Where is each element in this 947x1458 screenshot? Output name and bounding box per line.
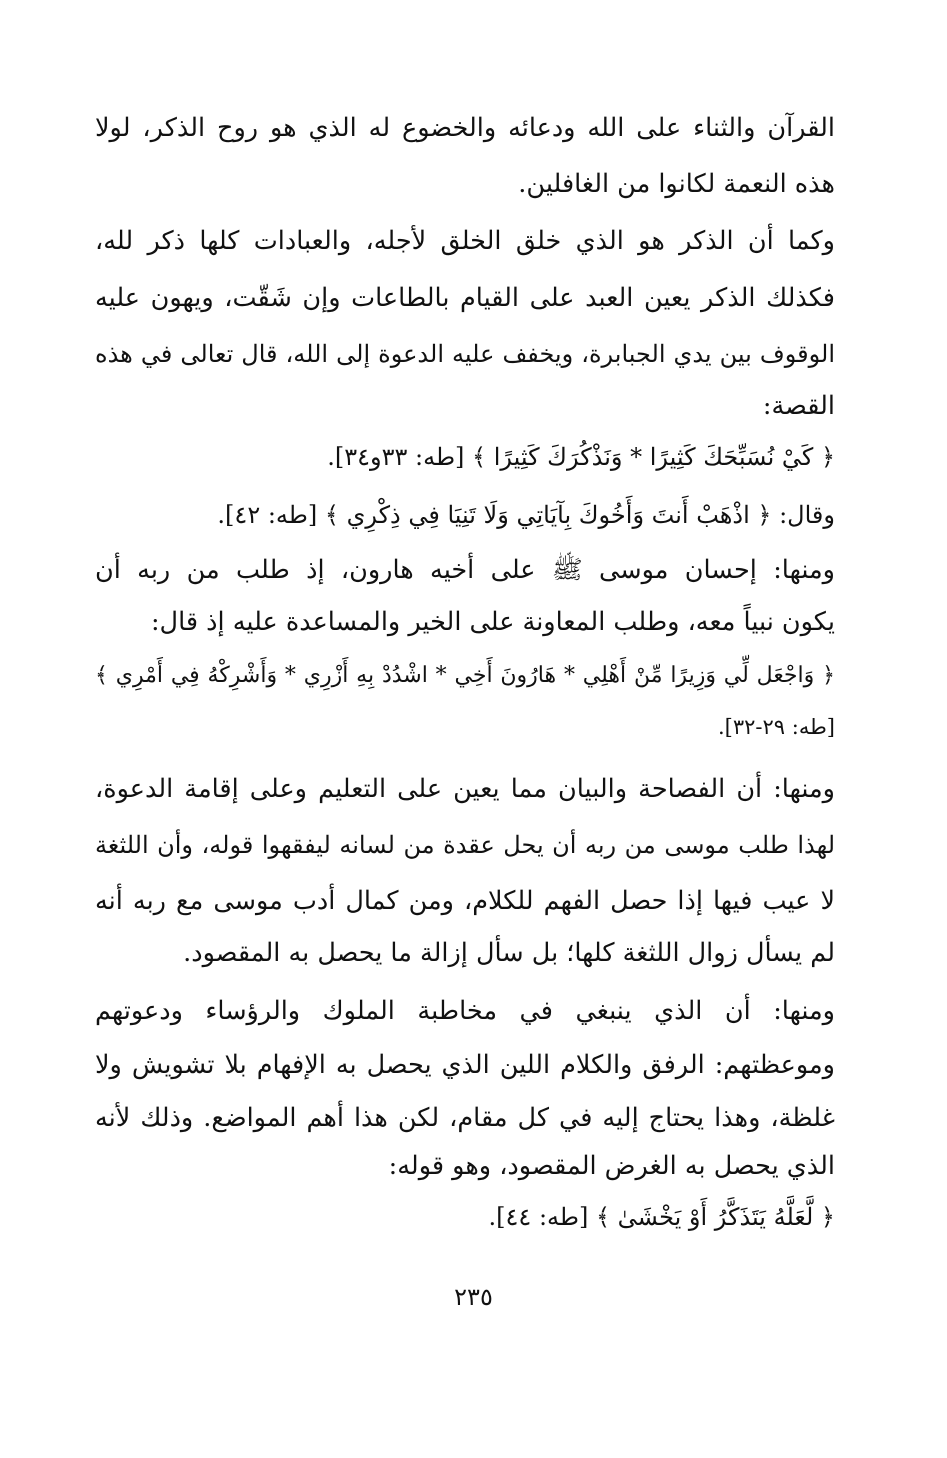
paragraph-line: ومنها: أن الفصاحة والبيان مما يعين على التعليم وعلى إقامة الدعوة، [95,774,835,804]
quran-verse-line: وقال: ﴿ اذْهَبْ أَنتَ وَأَخُوكَ بِآيَاتِي وَلَا تَنِيَا فِي ذِكْرِي ﴾ [طه: ٤٢]. [217,501,835,529]
paragraph-line: ومنها: أن الذي ينبغي في مخاطبة الملوك والرؤساء ودعوتهم [95,996,835,1026]
body-text [95,0,835,1260]
paragraph-line: وموعظتهم: الرفق والكلام اللين الذي يحصل به الإفهام بلا تشويش ولا [95,1050,835,1080]
quran-verse-line: ﴿ وَاجْعَل لِّي وَزِيرًا مِّنْ أَهْلِي * هَارُونَ أَخِي * اشْدُدْ بِهِ أَزْرِي * وَأَشْرِكْهُ فِي أَمْرِي ﴾ [95,663,835,688]
paragraph-line: يكون نبياً معه، وطلب المعاونة على الخير والمساعدة عليه إذ قال: [150,607,835,637]
verse-reference: [طه: ٢٩-٣٢]. [717,715,835,739]
paragraph-line: الوقوف بين يدي الجبابرة، ويخفف عليه الدعوة إلى الله، قال تعالى في هذه [95,340,835,368]
quran-verse-line: ﴿ لَّعَلَّهُ يَتَذَكَّرُ أَوْ يَخْشَىٰ ﴾ [طه: ٤٤]. [488,1203,835,1231]
paragraph-line: فكذلك الذكر يعين العبد على القيام بالطاعات وإن شَقّت، ويهون عليه [95,283,835,313]
paragraph-line: الذي يحصل به الغرض المقصود، وهو قوله: [388,1151,835,1181]
paragraph-line: هذه النعمة لكانوا من الغافلين. [518,169,835,199]
quran-verse-line: ﴿ كَيْ نُسَبِّحَكَ كَثِيرًا * وَنَذْكُرَكَ كَثِيرًا ﴾ [طه: ٣٣و٣٤]. [327,443,835,471]
paragraph-line: ومنها: إحسان موسى ﷺ على أخيه هارون، إذ طلب من ربه أن [95,555,835,585]
paragraph-line: لم يسأل زوال اللثغة كلها؛ بل سأل إزالة ما يحصل به المقصود. [183,938,835,968]
page-number: ٢٣٥ [454,1283,493,1311]
paragraph-line: لهذا طلب موسى من ربه أن يحل عقدة من لسانه ليفقهوا قوله، وأن اللثغة [95,831,836,859]
paragraph-line: غلظة، وهذا يحتاج إليه في كل مقام، لكن هذا أهم المواضع. وذلك لأنه [95,1103,835,1133]
paragraph-line: لا عيب فيها إذا حصل الفهم للكلام، ومن كمال أدب موسى مع ربه أنه [95,886,835,916]
paragraph-line: القرآن والثناء على الله ودعائه والخضوع له الذي هو روح الذكر، لولا [95,113,835,143]
paragraph-line: القصة: [762,391,835,421]
paragraph-line: وكما أن الذكر هو الذي خلق الخلق لأجله، والعبادات كلها ذكر لله، [95,226,835,256]
